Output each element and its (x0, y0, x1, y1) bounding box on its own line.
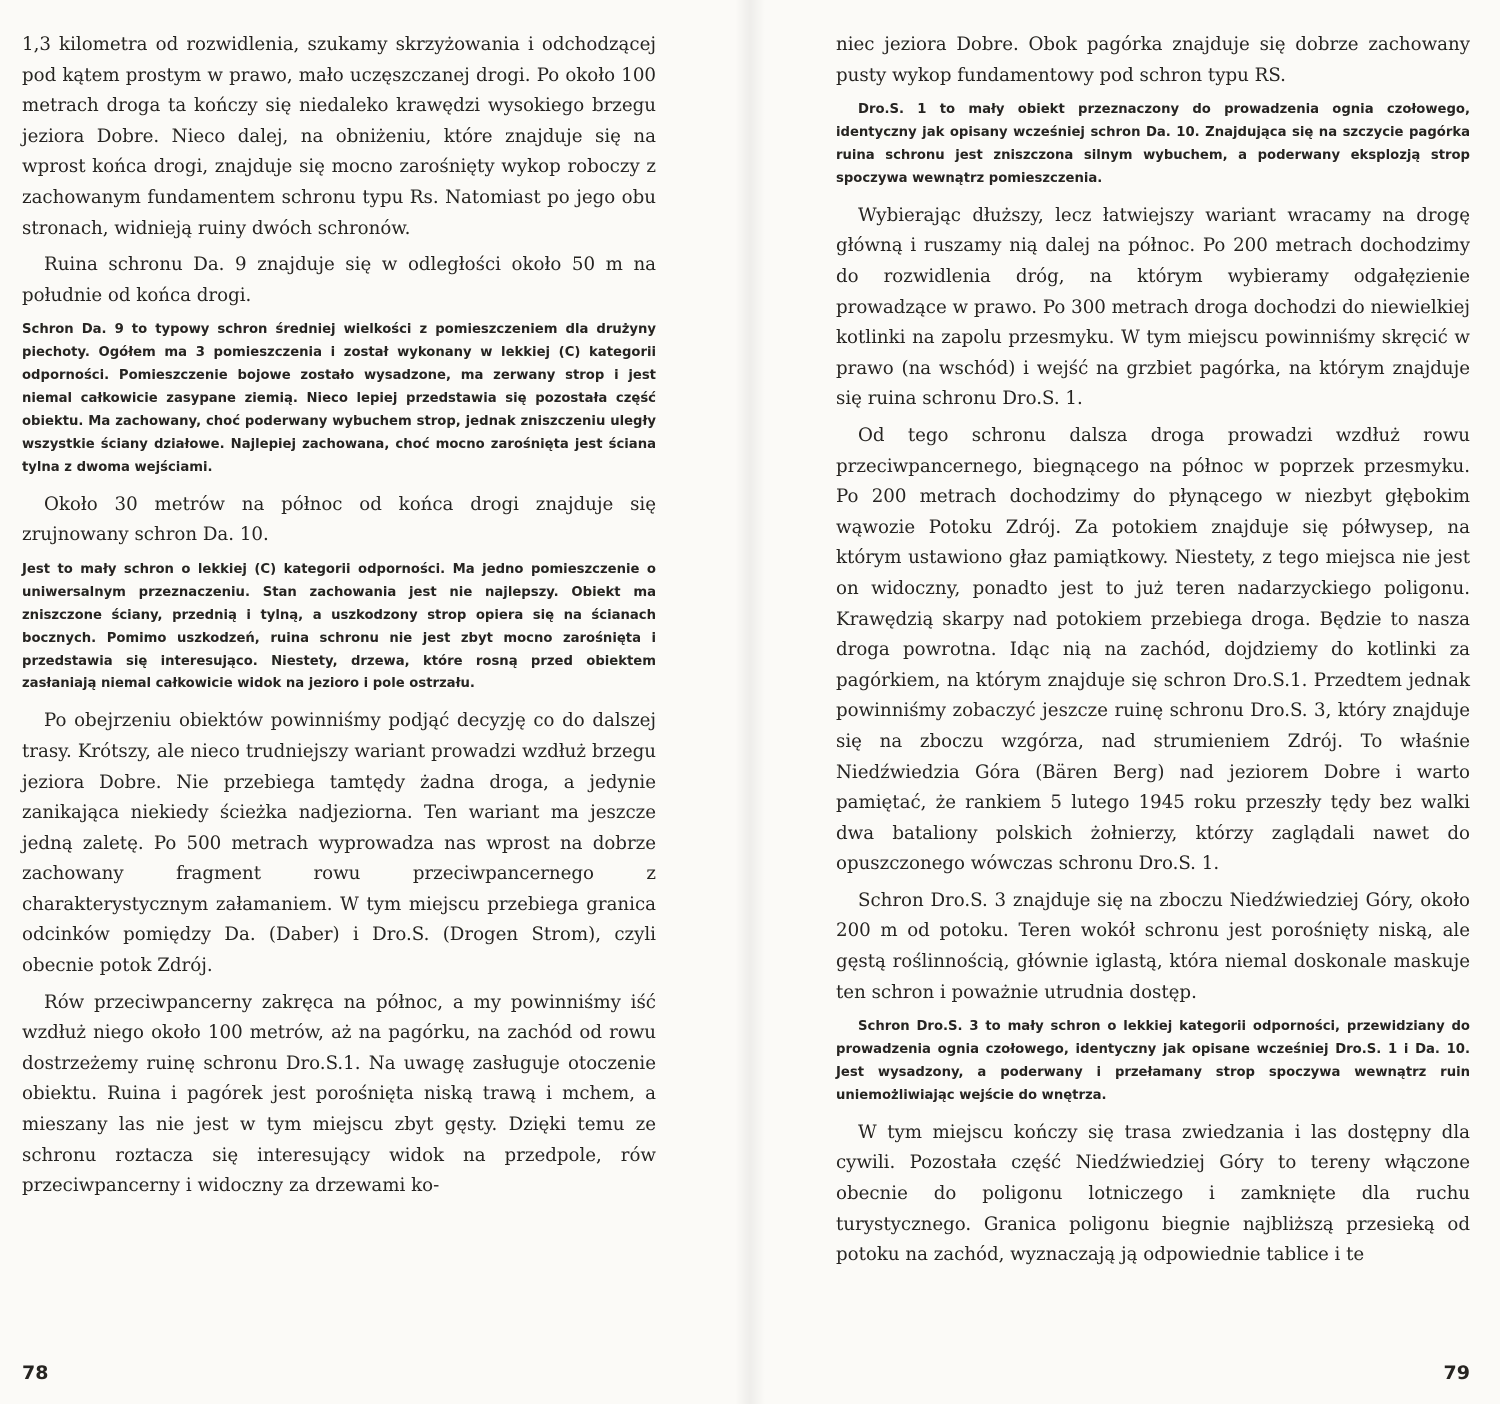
paragraph: 1,3 kilometra od rozwidlenia, szukamy skrzyżowania i odchodzącej pod kątem prostym w prawo, mało uczęszczanej drogi. Po około 100 metrach droga ta kończy się niedaleko krawędzi wysokiego brzegu jeziora Dobre. Nieco dalej, na obniżeniu, które znajduje się na wprost końca drogi, znajduje się mocno zarośnięty wykop roboczy z zachowanym fundamentem schronu typu Rs. Natomiast po jego obu stronach, widnieją ruiny dwóch schronów. (22, 34, 656, 239)
paragraph: Około 30 metrów na północ od końca drogi znajduje się zrujnowany schron Da. 10. (22, 493, 656, 546)
right-text-column (836, 30, 1470, 1277)
bunker-description: Jest to mały schron o lekkiej (C) kategorii odporności. Ma jedno pomieszczenie o uniwersalnym przeznaczeniu. Stan zachowania jest nie najlepszy. Obiekt ma zniszczone ściany, przednią i tylną, a uszkodzony strop opiera się na ścianach bocznych. Pomimo uszkodzeń, ruina schronu nie jest zbyt mocno zarośnięta i przedstawia się interesująco. Niestety, drzewa, które rosną przed obiektem zasłaniają niemal całkowicie widok na jezioro i pole ostrzału. (22, 561, 656, 692)
bunker-description: Schron Da. 9 to typowy schron średniej wielkości z pomieszczeniem dla drużyny piechoty. Ogółem ma 3 pomieszczenia i został wykonany w lekkiej (C) kategorii odporności. Pomieszczenie bojowe zostało wysadzone, ma zerwany strop i jest niemal całkowicie zasypane ziemią. Nieco lepiej przedstawia się pozostała część obiektu. Ma zachowany, choć poderwany wybuchem strop, jednak zniszczeniu uległy wszystkie ściany działowe. Najlepiej zachowana, choć mocno zarośnięta jest ściana tylna z dwoma wejściami. (22, 322, 656, 475)
left-text-column (22, 30, 656, 1208)
bunker-description: Dro.S. 1 to mały obiekt przeznaczony do prowadzenia ognia czołowego, identyczny jak opisany wcześniej schron Da. 10. Znajdująca się na szczycie pagórka ruina schronu jest zniszczona silnym wybuchem, a poderwany eksplozją strop spoczywa wewnątrz pomieszczenia. (836, 102, 1470, 186)
paragraph: Schron Dro.S. 3 znajduje się na zboczu Niedźwiedziej Góry, około 200 m od potoku. Teren wokół schronu jest porośnięty niską, ale gęstą roślinnością, głównie iglastą, która niemal doskonale maskuje ten schron i poważnie utrudnia dostęp. (836, 889, 1470, 1003)
paragraph: W tym miejscu kończy się trasa zwiedzania i las dostępny dla cywili. Pozostała część Niedźwiedziej Góry to tereny włączone obecnie do poligonu lotniczego i zamknięte dla ruchu turystycznego. Granica poligonu biegnie najbliższą przesieką od potoku na zachód, wyznaczają ją odpowiednie tablice i te (836, 1121, 1470, 1266)
paragraph: Rów przeciwpancerny zakręca na północ, a my powinniśmy iść wzdłuż niego około 100 metrów, aż na pagórku, na zachód od rowu dostrzeżemy ruinę schronu Dro.S.1. Na uwagę zasługuje otoczenie obiektu. Ruina i pagórek jest porośnięta niską trawą i mchem, a mieszany las nie jest w tym miejscu zbyt gęsty. Dzięki temu ze schronu roztacza się interesujący widok na przedpole, rów przeciwpancerny i widoczny za drzewami ko- (22, 991, 656, 1197)
paragraph: Ruina schronu Da. 9 znajduje się w odległości około 50 m na południe od końca drogi. (22, 254, 656, 306)
paragraph: Od tego schronu dalsza droga prowadzi wzdłuż rowu przeciwpancernego, biegnącego na północ w poprzek przesmyku. Po 200 metrach dochodzimy do płynącego w niezbyt głębokim wąwozie Potoku Zdrój. Za potokiem znajduje się półwysep, na którym ustawiono głaz pamiątkowy. Niestety, z tego miejsca nie jest on widoczny, ponadto jest to już teren nadarzyckiego poligonu. Krawędzią skarpy nad potokiem przebiega droga. Będzie to nasza droga powrotna. Idąc nią na zachód, dojdziemy do kotlinki za pagórkiem, na którym znajduje się schron Dro.S.1. Przedtem jednak powinniśmy zobaczyć jeszcze ruinę schronu Dro.S. 3, który znajduje się na zboczu wzgórza, nad strumieniem Zdrój. To właśnie Niedźwiedzia Góra (Bären Berg) nad jeziorem Dobre i warto pamiętać, że rankiem 5 lutego 1945 roku przeszły tędy bez walki dwa bataliony polskich żołnierzy, którzy zaglądali nawet do opuszczonego wówczas schronu Dro.S. 1. (836, 424, 1470, 875)
paragraph: Po obejrzeniu obiektów powinniśmy podjąć decyzję co do dalszej trasy. Krótszy, ale nieco trudniejszy wariant prowadzi wzdłuż brzegu jeziora Dobre. Nie przebiega tamtędy żadna droga, a jedynie zanikająca niekiedy ścieżka nadjeziorna. Ten wariant ma jeszcze jedną zaletę. Po 500 metrach wyprowadza nas wprost na dobrze zachowany fragment rowu przeciwpancernego z charakterystycznym załamaniem. W tym miejscu przebiega granica odcinków pomiędzy Da. (Daber) i Dro.S. (Drogen Strom), czyli obecnie potok Zdrój. (22, 710, 656, 977)
paragraph: niec jeziora Dobre. Obok pagórka znajduje się dobrze zachowany pusty wykop fundamentowy pod schron typu RS. (836, 34, 1470, 86)
page-number: 78 (22, 1362, 49, 1384)
page-number: 79 (1443, 1362, 1470, 1384)
right-page (750, 0, 1500, 1404)
paragraph: Wybierając dłuższy, lecz łatwiejszy wariant wracamy na drogę główną i ruszamy nią dalej na północ. Po 200 metrach dochodzimy do rozwidlenia dróg, na którym wybieramy odgałęzienie prowadzące w prawo. Po 300 metrach droga dochodzi do niewielkiej kotlinki na zapolu przesmyku. W tym miejscu powinniśmy skręcić w prawo (na wschód) i wejść na grzbiet pagórka, na którym znajduje się ruina schronu Dro.S. 1. (836, 204, 1470, 410)
bunker-description: Schron Dro.S. 3 to mały schron o lekkiej kategorii odporności, przewidziany do prowadzenia ognia czołowego, identyczny jak opisane wcześniej Dro.S. 1 i Da. 10. Jest wysadzony, a poderwany i przełamany strop spoczywa wewnątrz ruin uniemożliwiając wejście do wnętrza. (836, 1019, 1470, 1103)
